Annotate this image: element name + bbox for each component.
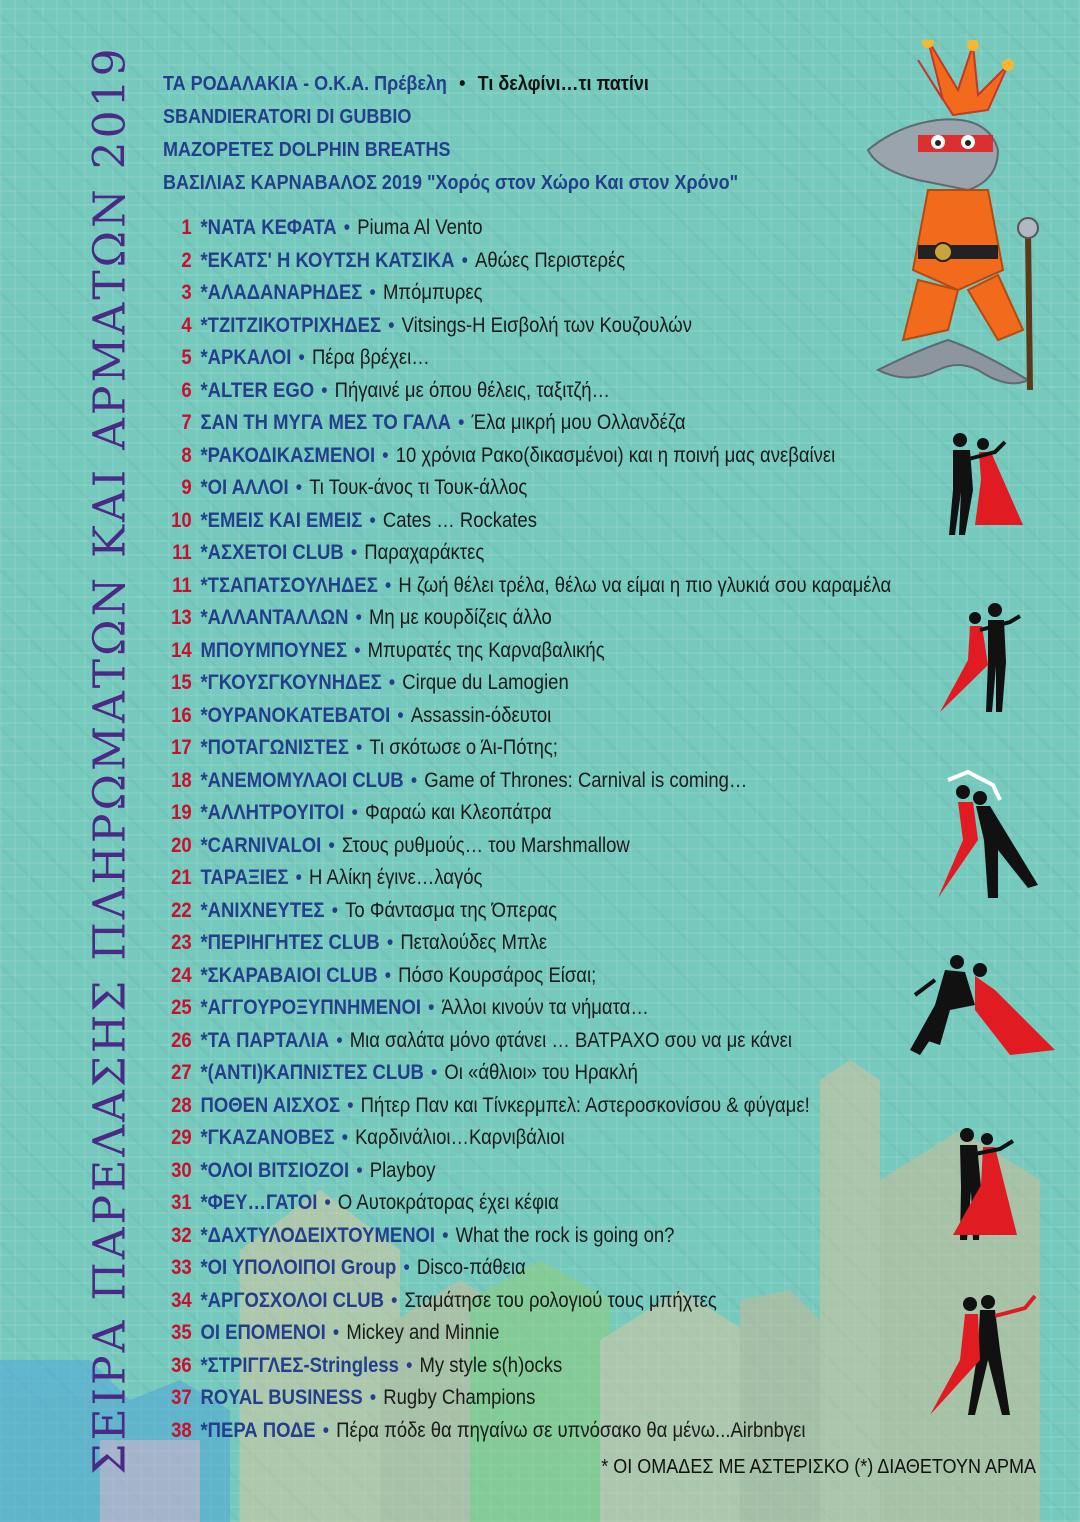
theme-title: Τι σκότωσε ο Άι-Πότης; [369,736,558,759]
header-separator: • [459,73,466,95]
entry-number: 37 [171,1386,192,1409]
separator-dot: • [410,768,418,792]
separator-dot: • [298,346,305,369]
list-item [160,635,829,668]
theme-title: Το Φάντασμα της Όπερας [345,898,558,922]
team-name: *ΡΑΚΟΔΙΚΑΣΜΕΝΟΙ [200,443,376,467]
entry-number: 6 [181,378,192,402]
list-item [160,407,829,440]
list-item [160,1317,829,1350]
list-item [160,310,829,343]
entry-number: 23 [171,931,192,954]
entry-number: 11 [172,573,192,597]
team-name: *ΣΤΡΙΓΓΛΕΣ-Stringless [200,1353,399,1377]
list-item [160,537,829,570]
entry-number: 11 [172,541,192,564]
entry-number: 3 [181,281,192,304]
separator-dot: • [356,1158,363,1182]
theme-title: Η Αλίκη έγινε…λαγός [309,866,483,889]
entry-number: 28 [171,1093,192,1117]
header-team: ΜΑΖΟΡΕΤΕΣ DOLPHIN BREATHS [163,139,451,161]
team-name: ΣΑΝ ΤΗ ΜΥΓΑ ΜΕΣ ΤΟ ΓΑΛΑ [200,411,451,434]
team-name: *ΝΑΤΑ ΚΕΦΑΤΑ [200,216,337,239]
theme-title: Οι «άθλιοι» του Ηρακλή [444,1061,638,1084]
team-name: *ΑΝΕΜΟΜΥΛΑΟΙ CLUB [200,768,404,792]
list-item [160,1220,829,1253]
list-item [160,992,829,1025]
entry-number: 34 [171,1288,192,1312]
entry-number: 13 [171,606,192,629]
theme-title: Cates … Rockates [382,508,537,532]
separator-dot: • [442,1223,449,1247]
separator-dot: • [355,736,363,759]
team-name: *(ΑΝΤΙ)ΚΑΠΝΙΣΤΕΣ CLUB [200,1061,424,1084]
team-name: *ΔΑΧΤΥΛΟΔΕΙΧΤΟΥΜΕΝΟΙ [200,1223,436,1247]
theme-title: Rugby Champions [383,1386,536,1409]
team-name: *ΟΙ ΥΠΟΛΟΙΠΟΙ Group [200,1256,397,1279]
separator-dot: • [351,801,358,824]
entry-number: 36 [171,1353,192,1377]
separator-dot: • [390,1288,398,1312]
team-name: *ΑΡΚΑΛΟΙ [200,346,292,369]
team-name: *ΠΕΡΑ ΠΟΔΕ [200,1418,316,1442]
team-name: *ΑΡΓΟΣΧΟΛΟΙ CLUB [200,1288,384,1312]
list-item [160,245,829,278]
list-item [160,765,829,798]
header-team: ΒΑΣΙΛΙΑΣ ΚΑΡΝΑΒΑΛΟΣ 2019 "Χορός στον Χώρο Και στον Χρόνο" [163,172,739,194]
team-name: *ΠΕΡΙΗΓΗΤΕΣ CLUB [200,931,380,954]
team-name: *ΑΛΛΑΝΤΑΛΛΩΝ [200,606,349,629]
separator-dot: • [343,216,351,239]
separator-dot: • [461,248,468,272]
list-item [160,1252,829,1285]
header-song: Τι δελφίνι…τι πατίνι [477,73,649,95]
theme-title: 10 χρόνια Ρακο(δικασμένοι) και η ποινή μας ανεβαίνει [395,443,836,467]
separator-dot: • [428,996,435,1019]
team-name: *ΟΥΡΑΝΟΚΑΤΕΒΑΤΟΙ [200,703,391,727]
dancing-couple-icon [918,770,1043,900]
dancing-couple-icon [940,600,1025,715]
separator-dot: • [295,866,303,889]
team-name: *ΟΙ ΑΛΛΟΙ [200,476,289,499]
entry-number: 14 [171,638,192,662]
entry-number: 35 [171,1321,192,1344]
entry-number: 2 [181,248,192,272]
theme-title: Μπόμπυρες [382,281,483,304]
theme-title: Στους ρυθμούς… του Marshmallow [341,833,630,857]
theme-title: Πεταλούδες Μπλε [400,931,548,954]
team-name: *ΦΕΥ…ΓΑΤΟΙ [200,1191,318,1214]
separator-dot: • [336,1028,343,1052]
team-name: ROYAL BUSINESS [200,1386,363,1409]
list-item [160,927,829,960]
list-item [160,862,829,895]
separator-dot: • [369,1386,377,1409]
theme-title: Playboy [369,1158,436,1182]
theme-title: Πήγαινέ με όπου θέλεις, ταξιτζή… [334,378,610,402]
list-item [160,1187,829,1220]
separator-dot: • [355,606,362,629]
list-item [160,797,829,830]
header-block [163,68,802,200]
entry-number: 32 [171,1223,192,1247]
theme-title: Παραχαράκτες [364,541,485,564]
list-item [160,1090,829,1123]
separator-dot: • [332,1321,340,1344]
separator-dot: • [321,378,328,402]
dancing-couple-icon [905,950,1055,1065]
theme-title: My style s(h)ocks [419,1353,563,1377]
team-name: *ΑΛΛΗΤΡΟΥΙΤΟΙ [200,801,345,824]
entry-number: 9 [181,476,192,499]
header-team: ΤΑ ΡΟΔΑΛΑΚΙΑ - Ο.Κ.Α. Πρέβελη [163,73,447,95]
theme-title: Τι Τουκ-άνος τι Τουκ-άλλος [309,476,528,499]
team-name: *ΑΓΓΟΥΡΟΞΥΠΝΗΜΕΝΟΙ [200,996,421,1019]
dolphin-jester-mascot [858,40,1058,400]
separator-dot: • [331,898,339,922]
list-item [160,342,829,375]
separator-dot: • [369,508,376,532]
entry-number: 16 [171,703,192,727]
entry-number: 33 [171,1256,192,1279]
separator-dot: • [322,1418,330,1442]
team-name: *ΕΜΕΙΣ ΚΑΙ ΕΜΕΙΣ [200,508,363,532]
theme-title: Έλα μικρή μου Ολλανδέζα [471,411,686,434]
list-item [160,1025,829,1058]
separator-dot: • [388,313,395,337]
separator-dot: • [406,1353,413,1377]
entry-number: 31 [171,1191,192,1214]
entry-number: 8 [181,443,192,467]
list-item [160,1350,829,1383]
list-item [160,960,829,993]
team-name: *ΟΛΟΙ ΒΙΤΣΙΟΖΟΙ [200,1158,350,1182]
entry-number: 15 [171,671,192,694]
header-line [163,134,738,167]
separator-dot: • [354,638,361,662]
separator-dot: • [384,573,392,597]
separator-dot: • [328,833,335,857]
list-item [160,505,829,538]
theme-title: Πέρα βρέχει… [311,346,430,369]
team-name: *ALTER EGO [200,378,315,402]
entry-number: 7 [181,411,192,434]
separator-dot: • [382,443,389,467]
entry-number: 10 [171,508,192,532]
entry-number: 19 [171,801,192,824]
separator-dot: • [324,1191,331,1214]
theme-title: Μια σαλάτα μόνο φτάνει … ΒΑΤΡΑΧΟ σου να με κάνει [349,1028,792,1052]
theme-title: Disco-πάθεια [416,1256,526,1279]
list-item [160,375,829,408]
separator-dot: • [430,1061,438,1084]
theme-title: Game of Thrones: Carnival is coming… [424,768,748,792]
header-line [163,101,738,134]
list-item [160,277,829,310]
list-item [160,602,829,635]
team-name: *ΑΣΧΕΤΟΙ CLUB [200,541,344,564]
entry-number: 26 [171,1028,192,1052]
list-item [160,440,836,473]
theme-title: Σταμάτησε του ρολογιού τους μπήχτες [404,1288,717,1312]
theme-title: Η ζωή θέλει τρέλα, θέλω να είμαι η πιο γλυκιά σου καραμέλα [398,573,892,597]
team-name: *ΑΛΑΔΑΝΑΡΗΔΕΣ [200,281,363,304]
theme-title: Ο Αυτοκράτορας έχει κέφια [337,1191,559,1214]
theme-title: Αθώες Περιστερές [475,248,626,272]
entry-number: 30 [171,1158,192,1182]
separator-dot: • [386,931,394,954]
theme-title: Πήτερ Παν και Τίνκερμπελ: Αστεροσκονίσου & φύγαμε! [360,1093,810,1117]
theme-title: Assassin-όδευτοι [410,703,552,727]
team-name: *ΓΚΟΥΣΓΚΟΥΝΗΔΕΣ [200,671,382,694]
list-item [160,1122,829,1155]
separator-dot: • [347,1093,354,1117]
entry-number: 29 [171,1126,192,1149]
theme-title: Mickey and Minnie [346,1321,500,1344]
vertical-title: ΣΕΙΡΑ ΠΑΡΕΛΑΣΗΣ ΠΛΗΡΩΜΑΤΩΝ ΚΑΙ ΑΡΜΑΤΩΝ 2019 [84,45,136,1475]
entry-number: 27 [171,1061,192,1084]
theme-title: Πέρα πόδε θα πηγαίνω σε υπνόσακο θα μένω...Airbnbγει [336,1418,806,1442]
entry-number: 4 [181,313,192,337]
separator-dot: • [388,671,396,694]
header-team: SBANDIERATORI DI GUBBIO [163,106,412,128]
team-name: ΠΟΘΕΝ ΑΙΣΧΟΣ [200,1093,341,1117]
team-name: *ΤΑ ΠΑΡΤΑΛΙΑ [200,1028,330,1052]
list-item [160,667,829,700]
theme-title: Μπυρατές της Καρναβαλικής [367,638,605,662]
theme-title: Μη με κουρδίζεις άλλο [369,606,552,629]
footnote: * ΟΙ ΟΜΑΔΕΣ ΜΕ ΑΣΤΕΡΙΣΚΟ (*) ΔΙΑΘΕΤΟΥΝ ΑΡΜΑ [601,1456,1036,1478]
theme-title: What the rock is going on? [455,1223,675,1247]
entry-number: 25 [171,996,192,1019]
separator-dot: • [295,476,303,499]
list-item [160,1415,829,1448]
team-name: *ΤΖΙΤΖΙΚΟΤΡΙΧΗΔΕΣ [200,313,382,337]
team-name: ΤΑΡΑΞΙΕΣ [200,866,289,889]
separator-dot: • [369,281,376,304]
team-name: *ΣΚΑΡΑΒΑΙΟΙ CLUB [200,963,378,987]
dancing-couple-icon [945,1125,1025,1245]
team-name: *ΤΣΑΠΑΤΣΟΥΛΗΔΕΣ [200,573,378,597]
dancing-couple-icon [935,430,1025,540]
list-item [160,212,829,245]
entry-number: 20 [171,833,192,857]
list-item [160,700,829,733]
theme-title: Cirque du Lamogien [402,671,569,694]
separator-dot: • [397,703,404,727]
header-line [163,167,738,200]
list-item [160,472,829,505]
dancing-couple-icon [930,1290,1040,1420]
entry-number: 18 [171,768,192,792]
parade-list [160,212,920,1447]
team-name: *ΕΚΑΤΣ' Η ΚΟΥΤΣΗ ΚΑΤΣΙΚΑ [200,248,455,272]
team-name: *ΓΚΑΖΑΝΟΒΕΣ [200,1126,335,1149]
entry-number: 24 [171,963,192,987]
entry-number: 17 [171,736,192,759]
list-item [160,1382,829,1415]
team-name: *CARNIVALOI [200,833,322,857]
list-item [160,895,829,928]
separator-dot: • [458,411,465,434]
team-name: *ΠΟΤΑΓΩΝΙΣΤΕΣ [200,736,349,759]
entry-number: 1 [181,216,192,239]
theme-title: Άλλοι κινούν τα νήματα… [441,996,649,1019]
theme-title: Φαραώ και Κλεοπάτρα [364,801,552,824]
team-name: ΟΙ ΕΠΟΜΕΝΟΙ [200,1321,326,1344]
list-item [160,830,829,863]
list-item [160,1285,829,1318]
theme-title: Πόσο Κουρσάρος Είσαι; [398,963,597,987]
theme-title: Piuma Al Vento [357,216,483,239]
separator-dot: • [384,963,392,987]
list-item [160,732,829,765]
entry-number: 22 [171,898,192,922]
theme-title: Vitsings-Η Εισβολή των Κουζουλών [401,313,692,337]
header-line [163,68,738,101]
list-item [160,1155,829,1188]
separator-dot: • [350,541,358,564]
entry-number: 38 [171,1418,192,1442]
theme-title: Καρδινάλιοι…Καρνιβάλιοι [355,1126,565,1149]
separator-dot: • [341,1126,349,1149]
entry-number: 5 [181,346,192,369]
team-name: ΜΠΟΥΜΠΟΥΝΕΣ [200,638,348,662]
team-name: *ΑΝΙΧΝΕΥΤΕΣ [200,898,325,922]
separator-dot: • [403,1256,410,1279]
entry-number: 21 [171,866,192,889]
list-item [160,1057,829,1090]
list-item [160,570,892,603]
